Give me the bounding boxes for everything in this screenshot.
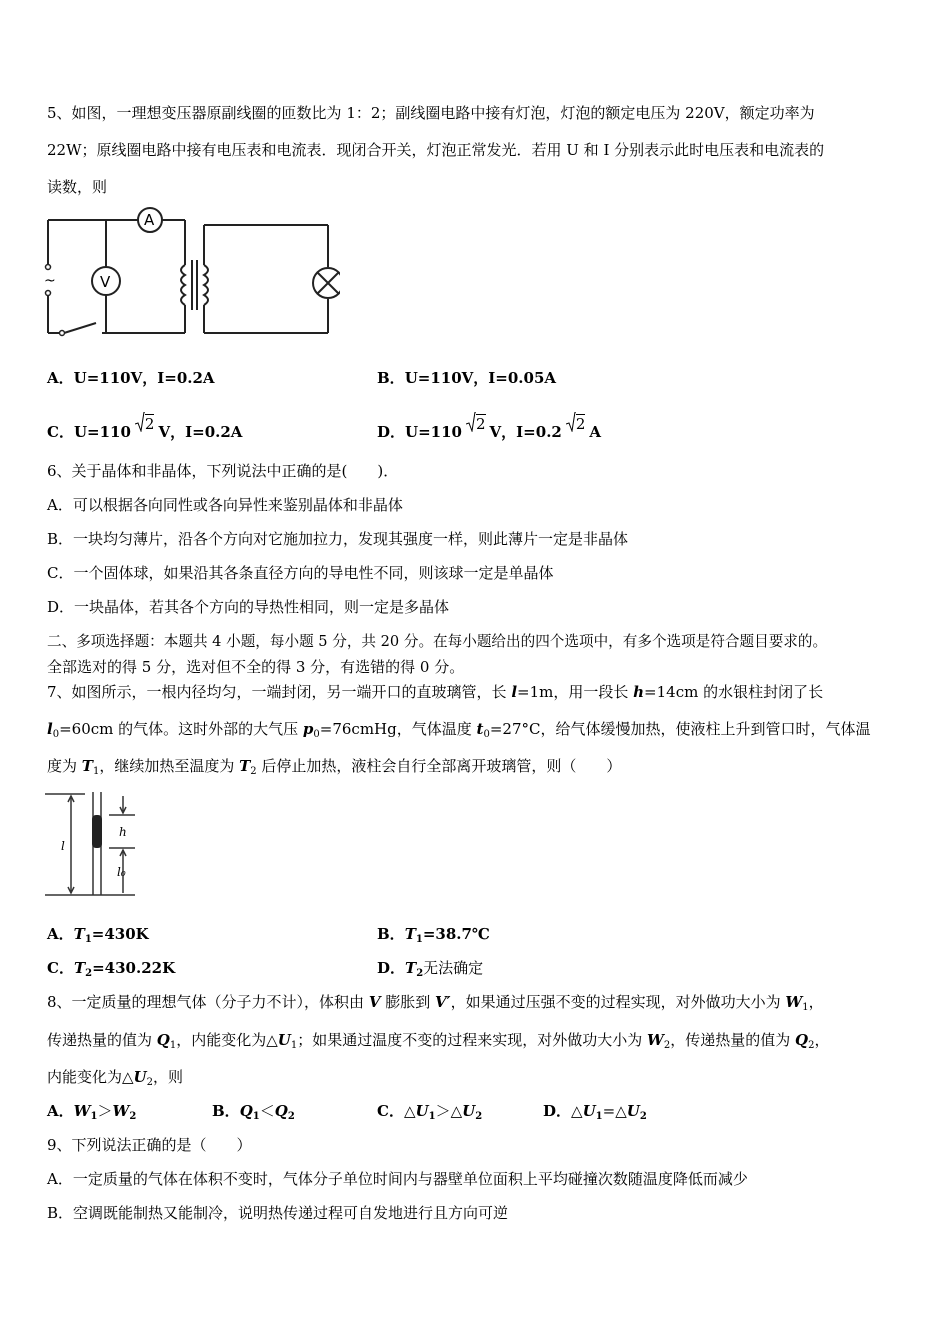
q6-option-d: D．一块晶体，若其各个方向的导热性相同，则一定是多晶体	[47, 598, 450, 616]
var: U	[626, 1102, 640, 1120]
fig-label-h: h	[119, 825, 127, 839]
text: =27°C，给气体缓慢加热，使液柱上升到管口时，气体温	[489, 720, 871, 738]
subscript: 2	[287, 1111, 295, 1122]
text: 后停止加热，液柱会自行全部离开玻璃管，则（ ）	[256, 757, 622, 775]
q9-stem: 9、下列说法正确的是（ ）	[47, 1136, 252, 1154]
option-letter: B．	[377, 925, 405, 943]
text: =1m，用一段长	[517, 683, 634, 701]
option-text: U=110V，I=0.2A	[73, 369, 215, 387]
text: 8、一定质量的理想气体（分子力不计），体积由	[47, 993, 369, 1011]
text: =76cmHg，气体温度	[319, 720, 477, 738]
operator: △	[403, 1102, 416, 1120]
subscript: 1	[428, 1111, 436, 1122]
var-l: l	[511, 683, 518, 701]
subscript: 1	[290, 1040, 298, 1051]
fig-label-l0: l₀	[117, 865, 126, 879]
fig-label-l: l	[61, 839, 65, 853]
option-letter: D．	[377, 959, 406, 977]
text: ，则	[153, 1068, 184, 1086]
option-text: =430.22K	[92, 959, 176, 977]
option-letter: C．	[377, 1102, 404, 1120]
q9-option-a: A．一定质量的气体在体积不变时，气体分子单位时间内与器壁单位面积上平均碰撞次数随温度降低而减少	[47, 1170, 748, 1188]
q6-option-c: C．一个固体球，如果沿其各条直径方向的导电性不同，则该球一定是单晶体	[47, 564, 554, 582]
option-text: V，I=0.2	[489, 423, 562, 441]
sqrt-radicand: 2	[475, 415, 486, 433]
section2-line2: 全部选对的得 5 分，选对但不全的得 3 分，有选错的得 0 分。	[47, 658, 465, 676]
q9-option-b: B．空调既能制热又能制冷，说明热传递过程可自发地进行且方向可逆	[47, 1204, 509, 1222]
var: Q	[274, 1102, 288, 1120]
subscript: 1	[415, 934, 423, 945]
q5-stem-line1: 5、如图，一理想变压器原副线圈的匝数比为 1：2；副线圈电路中接有灯泡，灯泡的额定电压为 220V，额定功率为	[47, 104, 815, 122]
text: 7、如图所示，一根内径均匀，一端封闭，另一端开口的直玻璃管，长	[47, 683, 512, 701]
sqrt-symbol	[466, 414, 486, 434]
q6-option-b: B．一块均匀薄片，沿各个方向对它施加拉力，发现其强度一样，则此薄片一定是非晶体	[47, 530, 629, 548]
text: ，如果通过压强不变的过程实现，对外做功大小为	[450, 993, 786, 1011]
sqrt-radicand: 2	[144, 415, 155, 433]
var-t: T	[73, 925, 85, 943]
subscript: 1	[252, 1111, 260, 1122]
subscript: 1	[92, 766, 100, 777]
text: ；如果通过温度不变的过程来实现，对外做功大小为	[297, 1031, 648, 1049]
section2-line1: 二、多项选择题：本题共 4 小题，每小题 5 分，共 20 分。在每小题给出的四个选项中，有多个选项是符合题目要求的。	[47, 633, 828, 650]
var-v-prime: V′	[435, 993, 451, 1011]
var-u1: U	[277, 1031, 291, 1049]
text: 内能变化为△	[47, 1068, 134, 1086]
var: Q	[239, 1102, 253, 1120]
var-v: V	[368, 993, 381, 1011]
var-h: h	[633, 683, 645, 701]
option-letter: B．	[377, 369, 405, 387]
var-w2: W	[647, 1031, 664, 1049]
option-text: U=110	[405, 423, 462, 441]
var-p0: p	[302, 720, 314, 738]
var-t2: T	[239, 757, 251, 775]
option-text: =38.7℃	[422, 925, 490, 943]
option-text: =430K	[91, 925, 149, 943]
text: 传递热量的值为	[47, 1031, 157, 1049]
text: ，继续加热至温度为	[99, 757, 240, 775]
operator: ＜	[259, 1102, 275, 1120]
q7-option-a	[47, 924, 149, 950]
q6-stem: 6、关于晶体和非晶体，下列说法中正确的是( )．	[47, 462, 399, 480]
option-letter: C．	[47, 423, 74, 441]
q8-stem-line3	[47, 1067, 183, 1093]
q7-option-b	[377, 924, 490, 950]
var-u2: U	[133, 1068, 147, 1086]
subscript: 2	[416, 968, 424, 979]
q5-stem-line2: 22W；原线圈电路中接有电压表和电流表．现闭合开关，灯泡正常发光．若用 U 和 I 分别表示此时电压表和电流表的	[47, 141, 825, 159]
option-letter: A．	[47, 369, 74, 387]
option-text: U=110	[73, 423, 131, 441]
var-l0: l	[47, 720, 53, 738]
option-letter: A．	[47, 925, 74, 943]
option-text: U=110V，I=0.05A	[404, 369, 557, 387]
subscript: 1	[802, 1002, 809, 1013]
option-letter: C．	[47, 959, 74, 977]
q8-stem-line2	[47, 1030, 830, 1056]
subscript: 2	[85, 968, 93, 979]
sqrt-symbol	[566, 414, 586, 434]
option-letter: D．	[377, 423, 406, 441]
q7-option-d	[377, 958, 483, 984]
subscript: 2	[146, 1077, 154, 1088]
q5-option-a	[47, 368, 215, 388]
q8-stem-line1	[47, 992, 824, 1018]
var-q1: Q	[156, 1031, 170, 1049]
subscript: 2	[808, 1040, 815, 1051]
q6-option-a: A．可以根据各向同性或各向异性来鉴别晶体和非晶体	[47, 496, 403, 514]
var-t0: t	[476, 720, 484, 738]
subscript: 2	[639, 1111, 647, 1122]
text: ，	[814, 1031, 830, 1049]
text: ，	[808, 993, 824, 1011]
operator: △	[571, 1102, 583, 1120]
q5-option-c	[47, 414, 242, 442]
var-t: T	[405, 959, 417, 977]
var-w1: W	[785, 993, 803, 1011]
subscript: 2	[475, 1111, 483, 1122]
subscript: 1	[169, 1040, 177, 1051]
sqrt-symbol	[135, 414, 155, 434]
operator: ＞	[97, 1102, 113, 1120]
var: U	[582, 1102, 596, 1120]
subscript: 2	[663, 1040, 671, 1051]
text: =60cm 的气体。这时外部的大气压	[59, 720, 303, 738]
operator: =△	[602, 1102, 627, 1120]
q5-stem-line3: 读数，则	[47, 178, 108, 196]
q8-option-b	[212, 1101, 295, 1127]
ammeter-label: A	[144, 211, 155, 229]
var-t1: T	[81, 757, 93, 775]
var: U	[415, 1102, 429, 1120]
subscript: 1	[90, 1111, 98, 1122]
q7-tube-figure	[45, 788, 145, 900]
var-t: T	[73, 959, 86, 977]
var-q2: Q	[795, 1031, 809, 1049]
subscript: 0	[313, 729, 320, 740]
text: ，传递热量的值为	[670, 1031, 796, 1049]
text: =14cm 的水银柱封闭了长	[644, 683, 824, 701]
option-letter: B．	[212, 1102, 240, 1120]
text: ，内能变化为△	[176, 1031, 278, 1049]
q8-option-d	[543, 1101, 647, 1127]
text: 膨胀到	[380, 993, 436, 1011]
q5-circuit-figure	[40, 205, 340, 345]
q7-option-c	[47, 958, 175, 984]
subscript: 1	[595, 1111, 603, 1122]
q5-option-b	[377, 368, 556, 388]
option-text: 无法确定	[423, 959, 484, 977]
subscript: 1	[84, 934, 92, 945]
subscript: 2	[250, 766, 257, 777]
voltmeter-label: V	[100, 273, 111, 291]
var-t: T	[404, 925, 416, 943]
q7-stem-line2	[47, 719, 870, 745]
q7-stem-line1	[47, 682, 823, 702]
var: W	[112, 1102, 130, 1120]
var: U	[462, 1102, 476, 1120]
operator: ＞△	[435, 1102, 463, 1120]
option-text: V，I=0.2A	[158, 423, 243, 441]
subscript: 0	[483, 729, 490, 740]
option-letter: A．	[47, 1102, 74, 1120]
text: 度为	[47, 757, 82, 775]
ac-source-symbol: ~	[44, 273, 56, 289]
option-text: A	[589, 423, 602, 441]
q5-option-d	[377, 414, 601, 442]
q8-option-a	[47, 1101, 136, 1127]
q7-stem-line3	[47, 756, 621, 782]
subscript: 2	[129, 1111, 137, 1122]
q8-option-c	[377, 1101, 482, 1127]
subscript: 0	[52, 729, 60, 740]
var: W	[73, 1102, 91, 1120]
option-letter: D．	[543, 1102, 572, 1120]
sqrt-radicand: 2	[575, 415, 586, 433]
